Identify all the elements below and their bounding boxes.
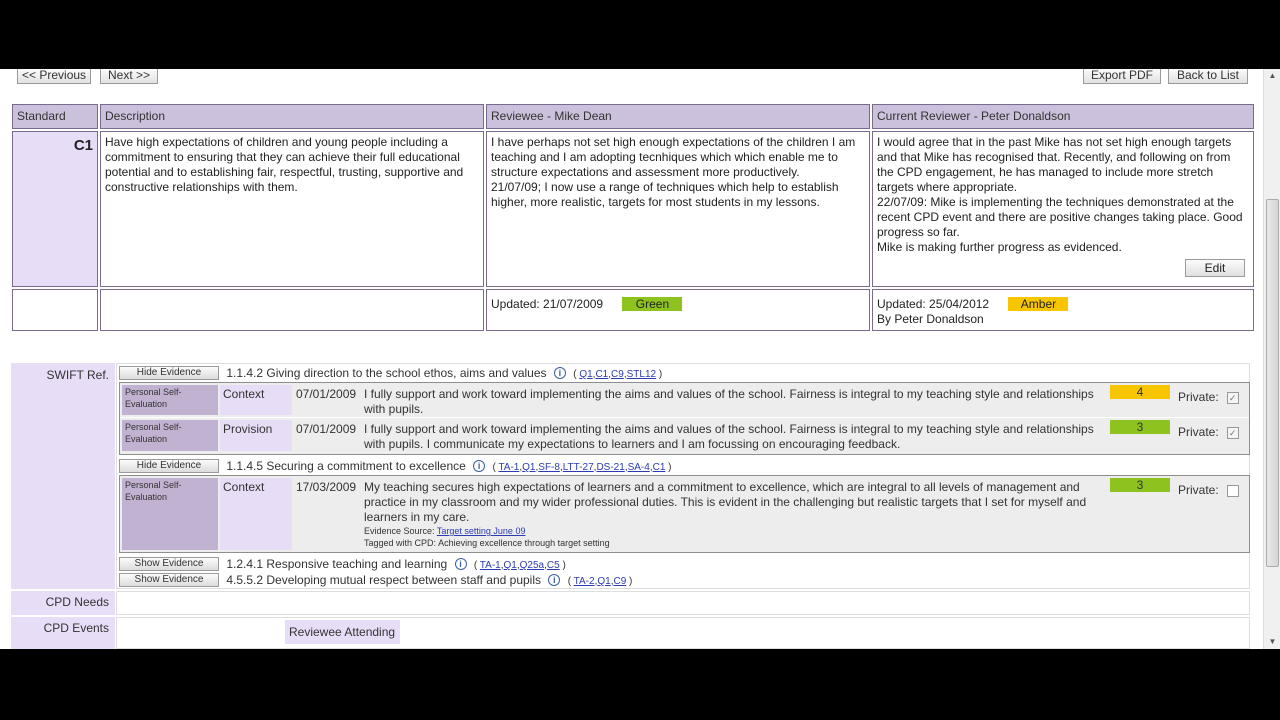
evidence-row — [120, 476, 1249, 552]
private-label: Private: — [1178, 425, 1219, 439]
scroll-down-icon[interactable]: ▼ — [1268, 637, 1277, 646]
evidence-group — [119, 382, 1250, 455]
swift-item-title: 1.2.4.1 Responsive teaching and learning — [226, 557, 448, 571]
show-evidence-button[interactable]: Show Evidence — [119, 557, 219, 571]
private-label: Private: — [1178, 483, 1219, 497]
evidence-type: Personal Self-Evaluation — [122, 385, 218, 415]
info-icon[interactable]: i — [554, 367, 566, 379]
swift-item-refs: ( TA-1,Q1,SF-8,LTT-27,DS-21,SA-4,C1 ) — [492, 462, 672, 473]
ref-link[interactable]: Q1 — [522, 462, 536, 473]
reviewer-comment: I would agree that in the past Mike has not set high enough targets and that Mike has recognised that. Recently, and following on from the CPD engagement, he has managed to include more stretch targets where appropriate. 22/07/09: Mike is implementing the techniques demonstrated at the recent CPD event and there are positive changes taking place. Good progress so far. Mike is making further progress as evidenced. — [877, 135, 1243, 254]
reviewer-status-badge: Amber — [1008, 297, 1068, 311]
evidence-grade: 4 — [1110, 385, 1170, 399]
ref-link[interactable]: LTT-27 — [562, 462, 594, 473]
reviewee-status-cell — [486, 289, 870, 331]
cpd-needs-label: CPD Needs — [11, 591, 115, 615]
next-button[interactable]: Next >> — [100, 69, 158, 84]
vertical-scrollbar[interactable] — [1263, 69, 1280, 649]
ref-link[interactable]: Q1 — [503, 560, 517, 571]
ref-link[interactable]: TA-2 — [573, 576, 595, 587]
empty-cell — [100, 289, 484, 331]
scroll-up-icon[interactable]: ▲ — [1268, 71, 1277, 80]
ref-link[interactable]: C9 — [613, 576, 627, 587]
export-pdf-button[interactable]: Export PDF — [1083, 69, 1161, 84]
cpd-needs-row — [10, 591, 1252, 615]
evidence-type: Personal Self-Evaluation — [122, 420, 218, 451]
evidence-text-block — [364, 480, 1104, 549]
evidence-type: Personal Self-Evaluation — [122, 478, 218, 550]
empty-cell — [12, 289, 98, 331]
reviewer-comment-cell — [872, 131, 1254, 287]
swift-item-header — [119, 557, 566, 572]
private-checkbox[interactable] — [1227, 485, 1239, 497]
standard-description: Have high expectations of children and young people including a commitment to ensuring that they can achieve their full educational potential and to establishing fair, respectful, trusting, supportive and constructive relationships with them. — [100, 131, 484, 287]
header-reviewer: Current Reviewer - Peter Donaldson — [872, 104, 1254, 129]
evidence-row — [120, 418, 1249, 453]
standards-table — [10, 102, 1256, 333]
header-standard: Standard — [12, 104, 98, 129]
previous-button[interactable]: << Previous — [17, 69, 91, 84]
reviewee-status-badge: Green — [622, 297, 682, 311]
ref-link[interactable]: C5 — [546, 560, 560, 571]
evidence-text: My teaching secures high expectations of learners and a commitment to excellence, which are integral to all levels of management and practice in my classroom and my wider professional duties. This is evident in the challenging but realistic targets that I set for myself and learners in my care. — [364, 480, 1087, 524]
evidence-text: I fully support and work toward implementing the aims and values of the school. Fairness is integral to my teaching style and relationships with pupils. — [364, 387, 1094, 416]
evidence-source-link[interactable]: Target setting June 09 — [436, 526, 526, 536]
private-toggle — [1178, 425, 1239, 439]
edit-button[interactable]: Edit — [1185, 259, 1245, 277]
info-icon[interactable]: i — [455, 558, 467, 570]
back-to-list-button[interactable]: Back to List — [1168, 69, 1248, 84]
swift-item-title: 1.1.4.5 Securing a commitment to excellence — [226, 459, 466, 473]
ref-link[interactable]: C1 — [652, 462, 666, 473]
evidence-row — [120, 383, 1249, 418]
info-icon[interactable]: i — [548, 574, 560, 586]
evidence-date: 17/03/2009 — [296, 480, 357, 494]
swift-item-header — [119, 573, 632, 588]
cpd-events-content — [116, 617, 1250, 649]
swift-ref-label: SWIFT Ref. — [11, 363, 115, 589]
evidence-category: Context — [220, 478, 292, 550]
reviewee-comment: I have perhaps not set high enough expectations of the children I am teaching and I am adopting tecnhiques which which enable me to structure expectations and assessment more productively. 21/07/09; I now use a range of techniques which help to establish higher, more realistic, targets for most students in my lessons. — [486, 131, 870, 287]
swift-item-header — [119, 459, 672, 474]
reviewer-status-cell — [872, 289, 1254, 331]
hide-evidence-button[interactable]: Hide Evidence — [119, 366, 219, 380]
ref-link[interactable]: TA-1 — [479, 560, 501, 571]
evidence-grade: 3 — [1110, 478, 1170, 492]
evidence-source-label: Evidence Source: — [364, 526, 435, 536]
info-icon[interactable]: i — [473, 460, 485, 472]
ref-link[interactable]: C9 — [611, 369, 624, 380]
hide-evidence-button[interactable]: Hide Evidence — [119, 459, 219, 473]
ref-link[interactable]: Q1 — [579, 369, 593, 380]
status-row — [12, 289, 1254, 331]
evidence-category: Provision — [220, 420, 292, 451]
scrollbar-thumb[interactable] — [1266, 199, 1279, 567]
evidence-grade: 3 — [1110, 420, 1170, 434]
swift-ref-section — [10, 363, 1252, 589]
tagged-cpd-label: Tagged with CPD: — [364, 538, 437, 548]
cpd-events-row — [10, 617, 1252, 649]
evidence-category: Context — [220, 385, 292, 415]
private-checkbox[interactable]: ✓ — [1227, 392, 1239, 404]
header-reviewee: Reviewee - Mike Dean — [486, 104, 870, 129]
page-viewport — [0, 69, 1280, 649]
reviewee-attending-header: Reviewee Attending — [285, 620, 400, 644]
swift-evidence-area — [116, 363, 1250, 589]
private-label: Private: — [1178, 390, 1219, 404]
header-description: Description — [100, 104, 484, 129]
private-checkbox[interactable]: ✓ — [1227, 427, 1239, 439]
standard-code: C1 — [12, 131, 98, 287]
reviewer-by: By Peter Donaldson — [877, 312, 984, 326]
swift-item-refs: ( Q1,C1,C9,STL12 ) — [573, 369, 663, 380]
show-evidence-button[interactable]: Show Evidence — [119, 573, 219, 587]
table-row — [12, 131, 1254, 287]
swift-item-title: 1.1.4.2 Giving direction to the school ethos, aims and values — [226, 366, 547, 380]
ref-link[interactable]: C1 — [595, 369, 609, 380]
reviewee-updated: Updated: 21/07/2009 — [491, 297, 604, 311]
evidence-date: 07/01/2009 — [296, 422, 357, 436]
swift-item-header — [119, 366, 662, 381]
ref-link[interactable]: Q25a — [519, 560, 545, 571]
swift-item-refs: ( TA-1,Q1,Q25a,C5 ) — [473, 560, 566, 571]
swift-item-title: 4.5.5.2 Developing mutual respect between staff and pupils — [226, 573, 541, 587]
evidence-source — [364, 525, 1104, 537]
tagged-cpd — [364, 537, 1104, 549]
evidence-text: I fully support and work toward implementing the aims and values of the school. Fairness is integral to my teaching style and relationships with pupils. I communicate my expectations to learners and I am focussing on encouraging feedback. — [364, 422, 1094, 451]
ref-link[interactable]: TA-1 — [498, 462, 520, 473]
private-toggle — [1178, 483, 1239, 497]
ref-link[interactable]: SA-4 — [627, 462, 650, 473]
table-header-row — [12, 104, 1254, 129]
cpd-needs-content — [116, 591, 1250, 615]
evidence-date: 07/01/2009 — [296, 387, 357, 401]
ref-link[interactable]: SF-8 — [538, 462, 560, 473]
cpd-events-label: CPD Events — [11, 617, 115, 649]
ref-link[interactable]: STL12 — [626, 369, 657, 380]
swift-item-refs: ( TA-2,Q1,C9 ) — [567, 576, 633, 587]
tagged-cpd-value: Achieving excellence through target setting — [438, 538, 610, 548]
ref-link[interactable]: Q1 — [597, 576, 611, 587]
reviewer-updated: Updated: 25/04/2012 — [877, 297, 990, 311]
ref-link[interactable]: DS-21 — [596, 462, 625, 473]
evidence-group — [119, 475, 1250, 553]
private-toggle — [1178, 390, 1239, 404]
